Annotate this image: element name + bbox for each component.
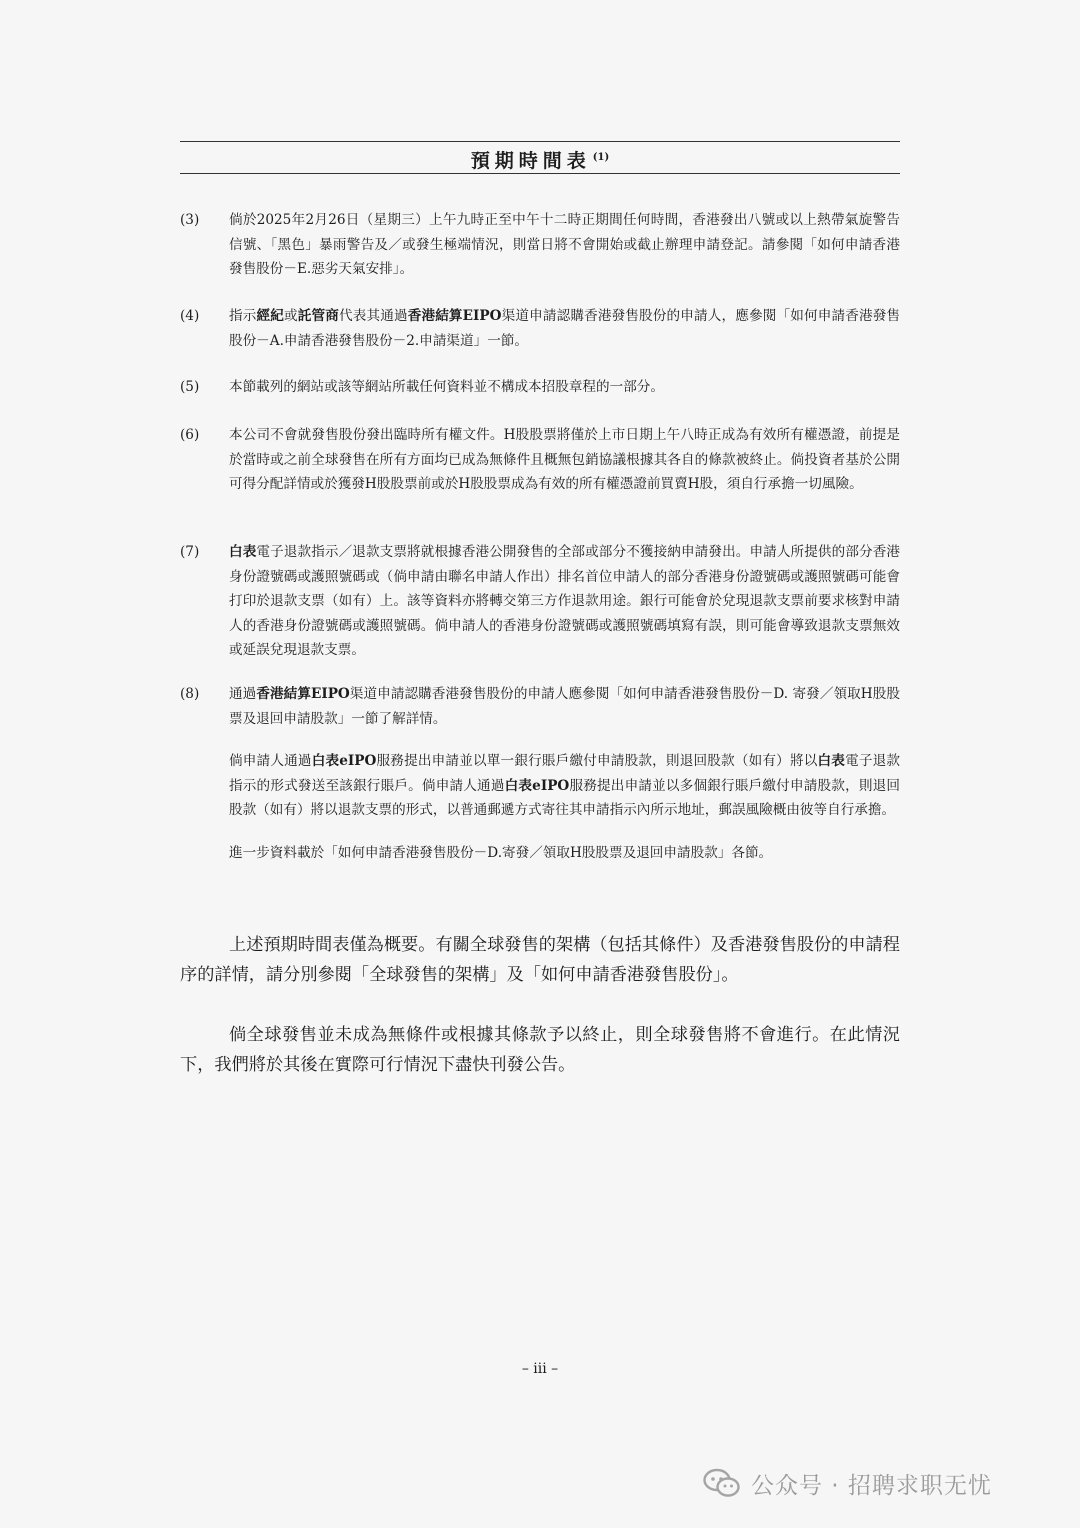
page-title-text: 預期時間表 (470, 150, 591, 172)
note-paragraph (229, 540, 900, 663)
note-8 (180, 682, 900, 865)
note-body (229, 304, 900, 353)
note-paragraph (229, 841, 900, 866)
bold-term: 白表 (229, 544, 257, 560)
note-7 (180, 540, 900, 663)
bold-term: 託管商 (297, 308, 339, 324)
text-run: 倘申請人通過 (229, 753, 312, 769)
note-number: (7) (180, 544, 200, 560)
bold-term: 經紀 (256, 308, 284, 324)
bold-term: 白表eIPO (311, 753, 377, 769)
note-body (229, 375, 900, 400)
bold-term: 香港結算EIPO (407, 308, 502, 324)
text-run: 電子退款指示／退款支票將就根據香港公開發售的全部或部分不獲接納申請發出。申請人所提供的部分香港身份證號碼或護照號碼或（倘申請由聯名申請人作出）排名首位申請人的部分香港身份證號碼或護照號碼可能會打印於退款支票（如有）上。該等資料亦將轉交第三方作退款用途。銀行可能會於兌現退款支票前要求核對申請人的香港身份證號碼或護照號碼。倘申請人的香港身份證號碼或護照號碼填寫有誤，則可能會導致退款支票無效或延誤兌現退款支票。 (229, 544, 901, 658)
text-run: 倘於2025年2月26日（星期三）上午九時正至中午十二時正期間任何時間，香港發出八號或以上熱帶氣旋警告信號、「黑色」暴雨警告及／或發生極端情況，則當日將不會開始或截止辦理申請登記。請參閱「如何申請香港發售股份－E.惡劣天氣安排」。 (229, 212, 900, 277)
note-paragraph (229, 423, 900, 497)
note-paragraph (229, 682, 900, 731)
page-number: – iii – (521, 1361, 559, 1377)
note-number: (8) (180, 686, 200, 702)
note-paragraph (229, 375, 900, 400)
text-run: 本節載列的網站或該等網站所載任何資料並不構成本招股章程的一部分。 (229, 379, 664, 395)
text-run: 或 (284, 308, 298, 324)
note-4 (180, 304, 900, 353)
text-run: 本公司不會就發售股份發出臨時所有權文件。H股股票將僅於上市日期上午八時正成為有效所有權憑證，前提是於當時或之前全球發售在所有方面均已成為無條件且概無包銷協議根據其各自的條款被終止。倘投資者基於公開可得分配詳情或於獲發H股股票前或於H股股票成為有效的所有權憑證前買賣H股，須自行承擔一切風險。 (229, 427, 900, 492)
note-body (229, 423, 900, 497)
note-number: (6) (180, 427, 200, 443)
text-run: 渠道申請認購香港發售股份的申請人應參閱「如何申請香港發售股份－D. 寄發／領取H股股票及退回申請股款」一節了解詳情。 (229, 686, 900, 727)
text-run: 代表其通過 (338, 308, 408, 324)
note-number: (4) (180, 308, 200, 324)
note-5 (180, 375, 900, 400)
text-run: 指示 (229, 308, 257, 324)
text-run: 服務提出申請並以單一銀行賬戶繳付申請股款，則退回股款（如有）將以 (376, 753, 818, 769)
bold-term: 香港結算EIPO (256, 686, 350, 702)
note-paragraph (229, 304, 900, 353)
bold-term: 白表eIPO (504, 777, 570, 794)
note-body (229, 208, 900, 282)
text-run: 渠道申請認購香港發售股份的申請人，應參閱「如何申請香港發售股份－A.申請香港發售股份－2.申請渠道」一節。 (229, 308, 901, 349)
title-footnote-ref: (1) (592, 152, 610, 163)
wechat-icon (703, 1467, 741, 1499)
text-run: 通過 (229, 686, 257, 702)
watermark-text: 公众号 · 招聘求职无忧 (751, 1472, 992, 1499)
note-6 (180, 423, 900, 497)
header-rule-top (180, 141, 900, 142)
note-body (229, 682, 900, 865)
note-paragraph (229, 208, 900, 282)
summary-paragraph: 倘全球發售並未成為無條件或根據其條款予以終止，則全球發售將不會進行。在此情況下，我們將於其後在實際可行情況下盡快刊發公告。 (180, 1025, 900, 1075)
text-run: 電子退款指示的形式發送至該銀行賬戶。倘申請人通過 (229, 753, 901, 794)
header-rule-bottom (180, 173, 900, 174)
text-run: 服務提出申請並以多個銀行賬戶繳付申請股款，則退回股款（如有）將以退款支票的形式，以普通郵遞方式寄往其申請指示內所示地址，郵誤風險概由彼等自行承擔。 (229, 777, 901, 818)
note-paragraph (229, 749, 900, 823)
bold-term: 白表 (817, 753, 846, 769)
page-title (180, 145, 900, 174)
note-number: (3) (180, 212, 200, 228)
note-number: (5) (180, 379, 200, 395)
note-body (229, 540, 900, 663)
text-run: 進一步資料載於「如何申請香港發售股份－D.寄發／領取H股股票及退回申請股款」各節。 (229, 844, 773, 861)
summary-paragraph: 上述預期時間表僅為概要。有關全球發售的架構（包括其條件）及香港發售股份的申請程序的詳情，請分別參閱「全球發售的架構」及「如何申請香港發售股份」。 (180, 935, 900, 985)
watermark (703, 1463, 992, 1503)
note-3 (180, 208, 900, 282)
